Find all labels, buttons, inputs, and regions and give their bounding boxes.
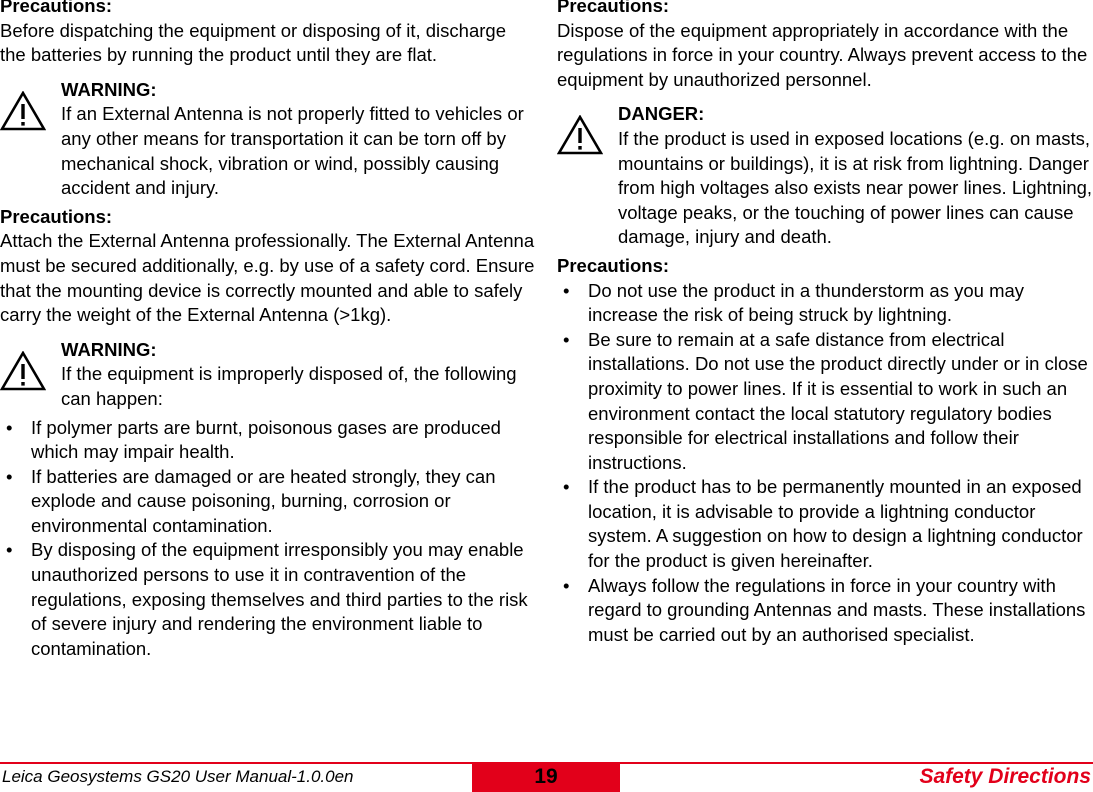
bullet-icon: •: [563, 328, 570, 350]
footer-manual-title: Leica Geosystems GS20 User Manual-1.0.0en: [2, 767, 354, 786]
list-item: • If polymer parts are burnt, poisonous gases are produced which may impair health.: [6, 416, 501, 463]
warning-triangle-icon: [0, 351, 46, 391]
bullet-list: [557, 279, 1093, 648]
precautions-heading: Precautions:: [557, 254, 670, 276]
footer-section-title: Safety Directions: [919, 765, 1091, 788]
list-item: • Always follow the regulations in force in your country with regard to grounding Antennas and masts. These installations must be carried out by an authorised specialist.: [563, 574, 1086, 645]
precautions-heading: Precautions:: [0, 0, 113, 16]
bullet-list: [0, 416, 535, 662]
left-column: [0, 0, 535, 661]
list-item: • If batteries are damaged or are heated strongly, they can explode and cause poisoning, burning, corrosion or environmental contamination.: [6, 465, 496, 536]
warning-block: [0, 78, 535, 201]
precautions-text: Before dispatching the equipment or disposing of it, discharge the batteries by running the product until they are flat.: [0, 19, 506, 66]
precautions-text: Dispose of the equipment appropriately in accordance with the regulations in force in your country. Always prevent access to the equipment by unauthorized personnel.: [557, 19, 1088, 90]
bullet-icon: •: [6, 416, 13, 438]
precautions-text: Attach the External Antenna professionally. The External Antenna must be secured additionally, e.g. by use of a safety cord. Ensure that the mounting device is correctly mounted and able to safely carry the weight of the External Antenna (>1kg).: [0, 230, 535, 326]
bullet-icon: •: [563, 279, 570, 301]
list-item: • Be sure to remain at a safe distance from electrical installations. Do not use the product directly under or in close proximity to power lines. If it is essential to work in such an environment contact the local statutory regulatory bodies responsible for electrical installations and follow their instructions.: [563, 328, 1088, 473]
warning-triangle-icon: [0, 91, 46, 131]
list-item: • By disposing of the equipment irresponsibly you may enable unauthorized persons to use it in contravention of the regulations, exposing themselves and third parties to the risk of severe injury and rendering the environment liable to contamination.: [6, 539, 528, 659]
right-column: [557, 0, 1093, 647]
precautions-heading: Precautions:: [0, 205, 113, 227]
bullet-icon: •: [563, 574, 570, 596]
warning-block: [0, 338, 535, 412]
warning-text: If an External Antenna is not properly fitted to vehicles or any other means for transportation it can be torn off by mechanical shock, vibration or wind, possibly causing accident and injury.: [61, 103, 524, 199]
precautions-heading: Precautions:: [557, 0, 670, 16]
list-item: • If the product has to be permanently mounted in an exposed location, it is advisable to provide a lightning conductor system. A suggestion on how to design a lightning conductor for the product is given hereinafter.: [563, 476, 1083, 572]
warning-heading: WARNING:: [61, 338, 157, 360]
danger-block: [557, 102, 1093, 250]
warning-heading: WARNING:: [61, 78, 157, 100]
warning-triangle-icon: [557, 115, 603, 155]
list-item: • Do not use the product in a thunderstorm as you may increase the risk of being struck by lightning.: [563, 279, 1025, 326]
bullet-icon: •: [6, 539, 13, 561]
danger-heading: DANGER:: [618, 103, 705, 125]
warning-text: If the equipment is improperly disposed of, the following can happen:: [61, 363, 517, 409]
danger-text: If the product is used in exposed locations (e.g. on masts, mountains or buildings), it is at risk from lightning. Danger from high voltages also exists near power lines. Lightning, voltage peaks, or the touching of power lines can cause damage, injury and death.: [618, 127, 1093, 248]
bullet-icon: •: [6, 465, 13, 487]
bullet-icon: •: [563, 476, 570, 498]
page-number: 19: [472, 764, 620, 792]
